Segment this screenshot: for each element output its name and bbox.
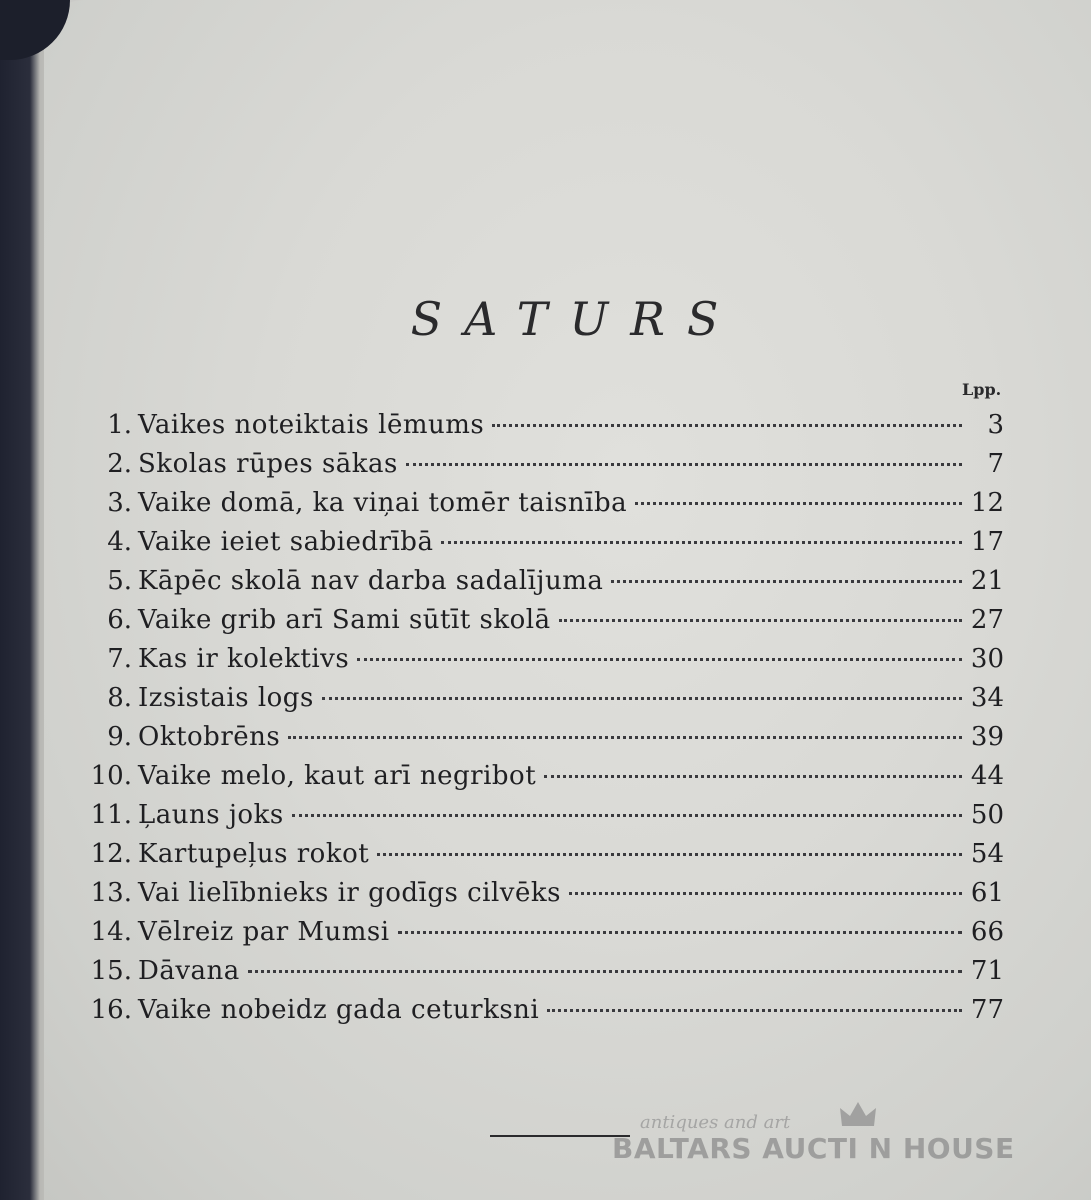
entry-title: Vaike nobeidz gada ceturksni [138, 995, 540, 1025]
entry-page: 30 [970, 644, 1004, 674]
dot-leader [492, 424, 962, 427]
toc-entry [80, 644, 1004, 683]
entry-page: 34 [970, 683, 1004, 713]
toc-entry [80, 878, 1004, 917]
entry-page: 66 [970, 917, 1004, 947]
entry-page: 12 [970, 488, 1004, 518]
entry-title: Vaike grib arī Sami sūtīt skolā [138, 605, 551, 635]
toc-entry [80, 956, 1004, 995]
table-of-contents [80, 410, 1004, 1034]
crown-icon [838, 1100, 878, 1130]
page-title: SATURS [410, 292, 741, 346]
entry-title: Vai lielībnieks ir godīgs cilvēks [138, 878, 561, 908]
watermark-brand: BALTARS AUCTI N HOUSE [612, 1132, 1015, 1165]
page-column-label: Lpp. [962, 380, 1002, 399]
entry-title: Vaikes noteiktais lēmums [138, 410, 485, 440]
entry-title: Vaike domā, ka viņai tomēr taisnība [138, 488, 628, 518]
entry-page: 39 [970, 722, 1004, 752]
toc-entry [80, 449, 1004, 488]
toc-entry [80, 527, 1004, 566]
toc-entry [80, 410, 1004, 449]
toc-entry [80, 800, 1004, 839]
dot-leader [544, 775, 962, 778]
entry-number: 8. [107, 683, 132, 713]
dot-leader [398, 931, 962, 934]
entry-title: Kas ir kolektivs [138, 644, 350, 674]
entry-number: 15. [90, 956, 132, 986]
entry-title: Kartupeļus rokot [138, 839, 370, 869]
entry-title: Vēlreiz par Mumsi [138, 917, 390, 947]
entry-title: Vaike ieiet sabiedrībā [138, 527, 434, 557]
entry-page: 7 [987, 449, 1004, 479]
dot-leader [406, 463, 962, 466]
entry-page: 3 [987, 410, 1004, 440]
dot-leader [248, 970, 962, 973]
dot-leader [611, 580, 962, 583]
entry-number: 3. [107, 488, 132, 518]
entry-page: 27 [970, 605, 1004, 635]
entry-title: Dāvana [138, 956, 240, 986]
toc-entry [80, 917, 1004, 956]
watermark-tagline: antiques and art [640, 1112, 791, 1133]
entry-number: 12. [90, 839, 132, 869]
bottom-rule [490, 1135, 630, 1137]
dot-leader [288, 736, 962, 739]
toc-entry [80, 605, 1004, 644]
entry-title: Ļauns joks [138, 800, 284, 830]
entry-title: Vaike melo, kaut arī negribot [138, 761, 537, 791]
entry-number: 10. [90, 761, 132, 791]
entry-number: 9. [107, 722, 132, 752]
toc-entry [80, 839, 1004, 878]
entry-page: 54 [970, 839, 1004, 869]
entry-title: Oktobrēns [138, 722, 281, 752]
entry-number: 4. [107, 527, 132, 557]
entry-number: 7. [107, 644, 132, 674]
toc-entry [80, 995, 1004, 1034]
dot-leader [559, 619, 962, 622]
toc-entry [80, 683, 1004, 722]
entry-number: 16. [90, 995, 132, 1025]
entry-number: 6. [107, 605, 132, 635]
entry-page: 50 [970, 800, 1004, 830]
entry-page: 44 [970, 761, 1004, 791]
entry-page: 61 [970, 878, 1004, 908]
dot-leader [569, 892, 962, 895]
entry-number: 1. [107, 410, 132, 440]
entry-title: Kāpēc skolā nav darba sadalījuma [138, 566, 604, 596]
dot-leader [357, 658, 962, 661]
dot-leader [547, 1009, 962, 1012]
dot-leader [377, 853, 962, 856]
entry-number: 11. [90, 800, 132, 830]
dot-leader [441, 541, 962, 544]
entry-page: 77 [970, 995, 1004, 1025]
toc-entry [80, 488, 1004, 527]
entry-title: Skolas rūpes sākas [138, 449, 398, 479]
entry-page: 17 [970, 527, 1004, 557]
entry-title: Izsistais logs [138, 683, 314, 713]
toc-entry [80, 722, 1004, 761]
toc-entry [80, 566, 1004, 605]
entry-number: 5. [107, 566, 132, 596]
entry-number: 13. [90, 878, 132, 908]
dot-leader [322, 697, 962, 700]
entry-number: 14. [90, 917, 132, 947]
dot-leader [292, 814, 962, 817]
entry-page: 71 [970, 956, 1004, 986]
entry-page: 21 [970, 566, 1004, 596]
dot-leader [635, 502, 962, 505]
entry-number: 2. [107, 449, 132, 479]
toc-entry [80, 761, 1004, 800]
